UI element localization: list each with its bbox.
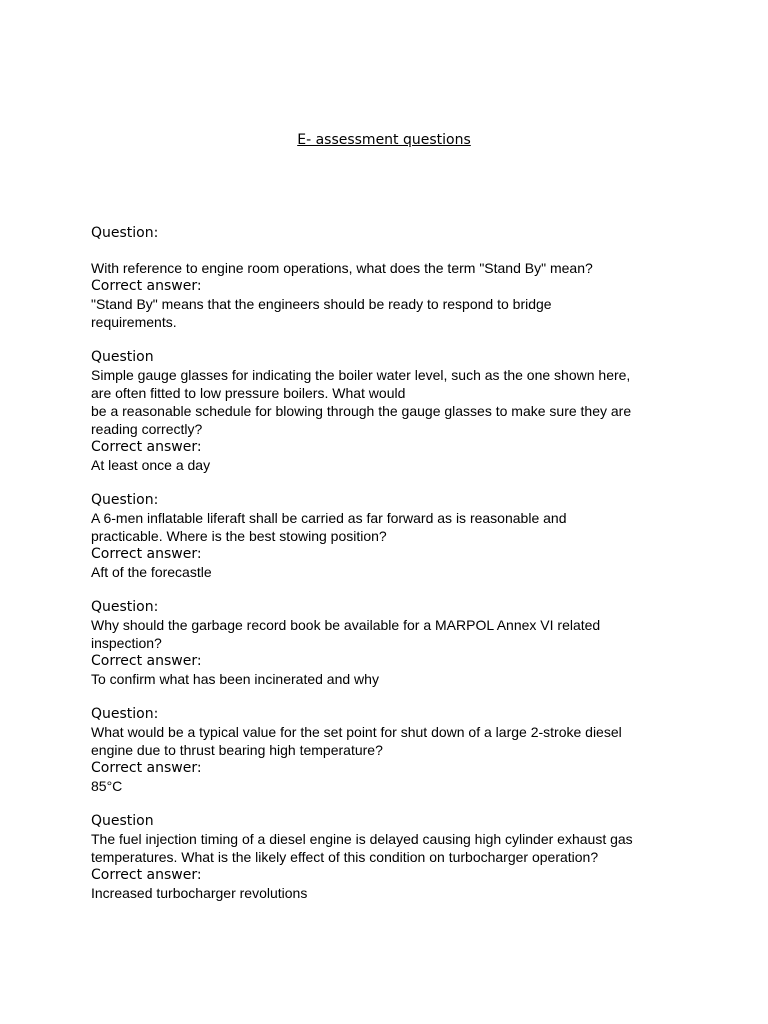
question-line: With reference to engine room operations, what does the term "Stand By" mean? (91, 260, 593, 276)
answer-text (91, 777, 691, 795)
question-label: Question: (91, 492, 159, 508)
question-text (91, 509, 691, 545)
question-line: temperatures. What is the likely effect of this condition on turbocharger operation? (91, 849, 599, 865)
question-line: reading correctly? (91, 421, 203, 437)
qa-item (91, 598, 691, 688)
answer-label: Correct answer: (91, 278, 202, 294)
question-line: Simple gauge glasses for indicating the boiler water level, such as the one shown here, (91, 367, 631, 383)
answer-line: "Stand By" means that the engineers should be ready to respond to bridge (91, 296, 552, 312)
question-line: be a reasonable schedule for blowing through the gauge glasses to make sure they are (91, 403, 632, 419)
question-line: practicable. Where is the best stowing position? (91, 528, 387, 544)
question-line: The fuel injection timing of a diesel engine is delayed causing high cylinder exhaust gas (91, 831, 633, 847)
answer-line: At least once a day (91, 457, 211, 473)
document-title: E- assessment questions (297, 132, 471, 148)
answer-line: requirements. (91, 314, 177, 330)
qa-item (91, 491, 691, 581)
answer-line: 85°C (91, 778, 123, 794)
question-line: are often fitted to low pressure boilers. What would (91, 385, 406, 401)
qa-list (91, 224, 691, 919)
answer-text (91, 884, 691, 902)
question-label: Question (91, 349, 154, 365)
answer-line: Aft of the forecastle (91, 564, 212, 580)
question-label: Question: (91, 225, 159, 241)
answer-label: Correct answer: (91, 546, 202, 562)
question-label: Question (91, 813, 154, 829)
answer-line: Increased turbocharger revolutions (91, 885, 308, 901)
qa-item (91, 224, 691, 331)
answer-line: To confirm what has been incinerated and why (91, 671, 379, 687)
question-line: Why should the garbage record book be available for a MARPOL Annex VI related (91, 617, 601, 633)
answer-text (91, 563, 691, 581)
question-text (91, 723, 691, 759)
qa-item (91, 348, 691, 474)
question-text (91, 366, 691, 438)
question-line: What would be a typical value for the set point for shut down of a large 2-stroke diesel (91, 724, 622, 740)
answer-label: Correct answer: (91, 867, 202, 883)
answer-text (91, 456, 691, 474)
question-label: Question: (91, 599, 159, 615)
question-line: engine due to thrust bearing high temperature? (91, 742, 383, 758)
answer-text (91, 295, 691, 331)
qa-item (91, 812, 691, 902)
question-text (91, 830, 691, 866)
qa-item (91, 705, 691, 795)
answer-label: Correct answer: (91, 439, 202, 455)
question-line: inspection? (91, 635, 162, 651)
answer-label: Correct answer: (91, 760, 202, 776)
answer-text (91, 670, 691, 688)
question-text (91, 259, 691, 277)
question-label: Question: (91, 706, 159, 722)
answer-label: Correct answer: (91, 653, 202, 669)
question-line: A 6-men inflatable liferaft shall be carried as far forward as is reasonable and (91, 510, 567, 526)
question-text (91, 616, 691, 652)
